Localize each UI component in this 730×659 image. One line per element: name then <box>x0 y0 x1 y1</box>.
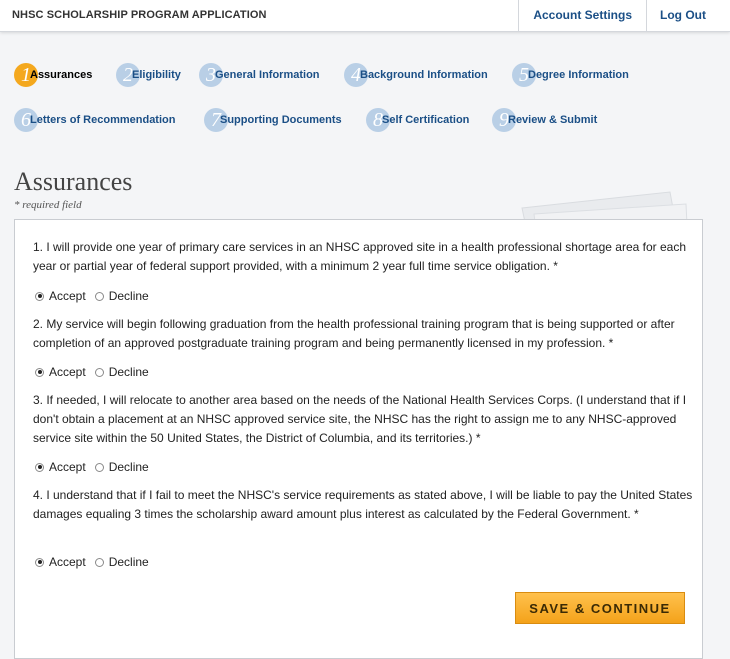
step-label: Assurances <box>30 69 93 81</box>
step-assurances[interactable] <box>14 63 92 87</box>
q4-accept-radio[interactable] <box>35 558 44 567</box>
page-title: Assurances <box>14 167 133 196</box>
q1-accept-radio[interactable] <box>35 292 44 301</box>
question-2-text: 2. My service will begin following graduation from the health professional training program that is being supported or after completion of an approved postgraduate training program and being permanently licensed in my profession. * <box>33 317 675 350</box>
step-review-submit[interactable] <box>492 108 597 132</box>
q4-accept-option[interactable] <box>35 555 86 569</box>
decline-label: Decline <box>108 460 149 474</box>
step-number-icon: 7 <box>204 108 228 132</box>
step-label: Degree Information <box>528 69 629 81</box>
q3-accept-radio[interactable] <box>35 463 44 472</box>
q4-decline-option[interactable] <box>95 555 149 569</box>
q1-decline-radio[interactable] <box>95 292 104 301</box>
step-number-icon: 2 <box>116 63 140 87</box>
app-title: NHSC SCHOLARSHIP PROGRAM APPLICATION <box>12 9 267 21</box>
step-label: Background Information <box>360 69 488 81</box>
step-label: General Information <box>215 69 320 81</box>
step-label: Eligibility <box>132 69 181 81</box>
assurances-form <box>14 219 703 659</box>
step-general-information[interactable] <box>199 63 320 87</box>
q3-accept-option[interactable] <box>35 460 86 474</box>
step-letters-of-recommendation[interactable] <box>14 108 175 132</box>
step-eligibility[interactable] <box>116 63 181 87</box>
question-3-choices <box>35 460 158 474</box>
step-self-certification[interactable] <box>366 108 469 132</box>
required-field-note: * required field <box>14 199 82 211</box>
q2-accept-option[interactable] <box>35 365 86 379</box>
question-1-text: 1. I will provide one year of primary care services in an NHSC approved site in a health professional shortage area for each year or partial year of federal support provided, with a minimum 2 year full time service obligation. * <box>33 240 686 273</box>
step-number-icon: 6 <box>14 108 38 132</box>
step-label: Letters of Recommendation <box>30 114 176 126</box>
q2-accept-radio[interactable] <box>35 368 44 377</box>
q4-decline-radio[interactable] <box>95 558 104 567</box>
question-4-choices <box>35 555 158 569</box>
accept-label: Accept <box>49 555 86 569</box>
step-number-icon: 1 <box>14 63 38 87</box>
step-number-icon: 5 <box>512 63 536 87</box>
account-settings-link[interactable]: Account Settings <box>518 0 646 31</box>
decline-label: Decline <box>108 555 149 569</box>
q2-decline-radio[interactable] <box>95 368 104 377</box>
step-label: Self Certification <box>382 114 470 126</box>
accept-label: Accept <box>49 460 86 474</box>
step-supporting-documents[interactable] <box>204 108 342 132</box>
log-out-link[interactable]: Log Out <box>646 0 730 31</box>
question-4-text: 4. I understand that if I fail to meet the NHSC's service requirements as stated above, I will be liable to pay the United States damages equaling 3 times the scholarship award amount plus interest as calculated by the Federal Government. * <box>33 488 693 521</box>
step-label: Supporting Documents <box>220 114 342 126</box>
question-1-choices <box>35 289 158 303</box>
step-number-icon: 9 <box>492 108 516 132</box>
step-number-icon: 4 <box>344 63 368 87</box>
accept-label: Accept <box>49 365 86 379</box>
accept-label: Accept <box>49 289 86 303</box>
save-continue-button[interactable]: SAVE & CONTINUE <box>515 592 685 624</box>
step-degree-information[interactable] <box>512 63 629 87</box>
step-number-icon: 3 <box>199 63 223 87</box>
step-background-information[interactable] <box>344 63 488 87</box>
step-label: Review & Submit <box>508 114 598 126</box>
q2-decline-option[interactable] <box>95 365 149 379</box>
q1-accept-option[interactable] <box>35 289 86 303</box>
decline-label: Decline <box>108 365 149 379</box>
q1-decline-option[interactable] <box>95 289 149 303</box>
question-2-choices <box>35 365 158 379</box>
step-number-icon: 8 <box>366 108 390 132</box>
q3-decline-option[interactable] <box>95 460 149 474</box>
decline-label: Decline <box>108 289 149 303</box>
step-navigation <box>0 0 730 140</box>
question-3-text: 3. If needed, I will relocate to another area based on the needs of the National Health Services Corps. (I understand that if I don't obtain a placement at an NHSC approved service site, the NHSC has the right to assign me to any NHSC-approved service site within the 50 United States, the District of Columbia, and its territories.) * <box>33 393 687 445</box>
q3-decline-radio[interactable] <box>95 463 104 472</box>
